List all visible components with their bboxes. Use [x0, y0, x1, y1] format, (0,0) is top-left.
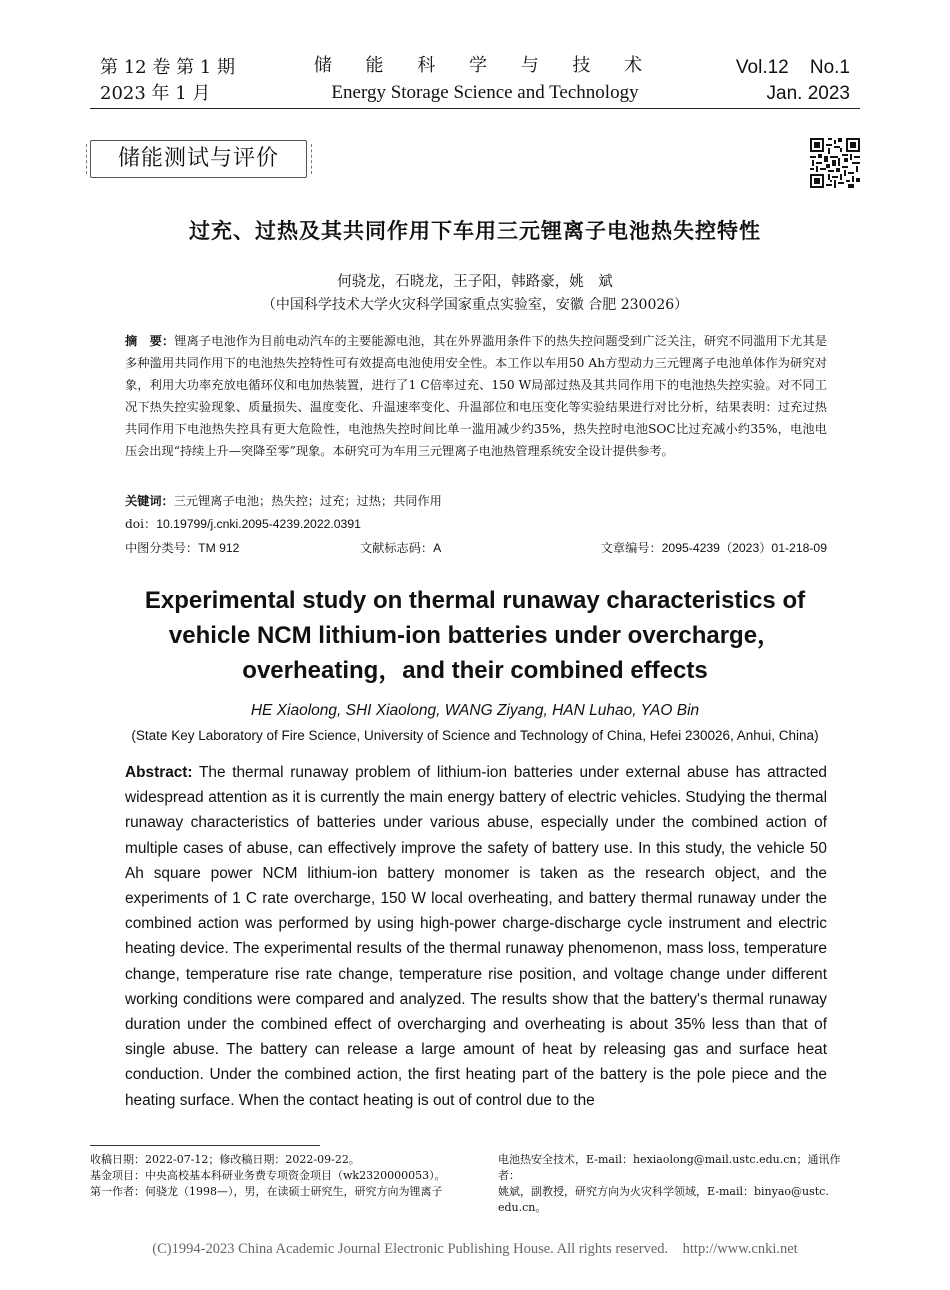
- header-issue-en: [736, 55, 850, 107]
- footnote-received: 收稿日期：2022-07-12；修改稿日期：2022-09-22。: [90, 1153, 360, 1166]
- doi-line: [125, 513, 361, 535]
- article-number-label: 文章编号：: [600, 541, 662, 555]
- paper-title-cn: 过充、过热及其共同作用下车用三元锂离子电池热失控特性: [189, 218, 761, 243]
- doi-value: 10.19799/j.cnki.2095-4239.2022.0391: [156, 517, 361, 531]
- footnote-first-author: 第一作者：何骁龙（1998—），男，在读硕士研究生，研究方向为锂离子: [90, 1185, 443, 1198]
- clc-label: 中图分类号：: [125, 541, 199, 555]
- footnote-right: [498, 1152, 860, 1216]
- paper-title-en-line-2: vehicle NCM lithium-ion batteries under overcharge，: [168, 622, 782, 649]
- article-number: [601, 537, 827, 559]
- keywords-cn-label: 关键词：: [125, 494, 174, 508]
- footnote-left: [90, 1152, 460, 1200]
- clc-value: TM 912: [198, 541, 240, 555]
- journal-name-cn: 储 能 科 学 与 技 术: [313, 55, 657, 76]
- doc-code-value: A: [433, 541, 442, 555]
- doi-label: doi：: [125, 517, 157, 531]
- column-label: 储能测试与评价: [90, 140, 307, 178]
- clc: [125, 537, 239, 559]
- keywords-cn-text: 三元锂离子电池；热失控；过充；过热；共同作用: [173, 494, 442, 508]
- affiliation-cn: （中国科学技术大学火灾科学国家重点实验室，安徽 合肥 230026）: [261, 297, 689, 313]
- authors-en: HE Xiaolong, SHI Xiaolong, WANG Ziyang, HAN Luhao, YAO Bin: [250, 702, 700, 719]
- article-number-value: 2095-4239（2023）01-218-09: [661, 541, 827, 555]
- authors-cn: 何骁龙，石晓龙，王子阳，韩路豪，姚 斌: [337, 274, 613, 290]
- header-volume-en: Vol.12 No.1: [735, 57, 850, 78]
- header-journal: [300, 53, 670, 107]
- footnote-right-line-2: 姚斌，副教授，研究方向为火灾科学领域，E-mail：binyao@ustc.: [498, 1185, 829, 1198]
- footnote-right-line-3: edu.cn。: [498, 1201, 547, 1214]
- abstract-cn-text: 锂离子电池作为目前电动汽车的主要能源电池，其在外界滥用条件下的热失控问题受到广泛关注，研究不同滥用下尤其是多种滥用共同作用下的电池热失控特性可有效提高电池使用安全性。本工作以车用50 Ah方型动力三元锂离子电池单体作为研究对象，利用大功率充放电循环仪和电加热装置，进行了1 C倍率过充、150 W局部过热及其共同作用下的电池热失控实验。对不同工况下热失控实验现象、质量损失、温度变化、升温速率变化、升温部位和电压变化等实验结果进行对比分析，结果表明：过充过热共同作用下电池热失控具有更大危险性，电池热失控时间比单一滥用减少约35%，热失控时电池SOC比过充减小约35%，电池电压会出现“持续上升—突降至零”现象。本研究可为车用三元锂离子电池热管理系统安全设计提供参考。: [125, 334, 828, 458]
- abstract-en: [125, 760, 827, 1113]
- header-volume-cn: 第 12 卷 第 1 期: [100, 57, 235, 78]
- journal-name-en: Energy Storage Science and Technology: [331, 82, 639, 103]
- header-date-en: Jan. 2023: [766, 83, 850, 104]
- abstract-en-label: Abstract:: [125, 764, 193, 781]
- header-issue-cn: [100, 55, 235, 107]
- paper-title-en: [90, 583, 860, 688]
- abstract-cn-label: 摘 要：: [125, 334, 175, 348]
- footnote-funding: 基金项目：中央高校基本科研业务费专项资金项目（wk2320000053）。: [90, 1169, 446, 1182]
- doc-code: [360, 537, 441, 559]
- header-date-cn: 2023 年 1 月: [100, 83, 211, 104]
- paper-title-en-line-3: overheating，and their combined effects: [242, 657, 708, 684]
- copyright-notice: (C)1994-2023 China Academic Journal Electronic Publishing House. All rights reserved. http://www.cnki.net: [152, 1241, 798, 1257]
- affiliation-en: (State Key Laboratory of Fire Science, University of Science and Technology of China, Hefei 230026, Anhui, China): [131, 728, 819, 743]
- header-divider: [90, 108, 860, 109]
- paper-title-en-line-1: Experimental study on thermal runaway characteristics of: [144, 587, 806, 614]
- qr-code-icon: [810, 138, 860, 188]
- footnote-divider: [90, 1145, 320, 1146]
- abstract-cn: [125, 330, 827, 462]
- keywords-cn: [125, 490, 442, 512]
- abstract-en-text: The thermal runaway problem of lithium-ion batteries under external abuse has attracted widespread attention as it is currently the main energy battery of electric vehicles. Studying the thermal runaway characteristics of batteries under various abuse, especially under the combined action of multiple cases of abuse, can effectively improve the safety of battery use. In this study, the vehicle 50 Ah square power NCM lithium-ion battery monomer is taken as the research object, and the experiments of 1 C rate overcharge, 150 W local overheating, and battery thermal runaway under the combined action was performed by using high-power charge-discharge cycle instrument and electric heating device. The experimental results of the thermal runaway phenomenon, mass loss, temperature change, temperature rise rate change, temperature rise position, and voltage change under different working conditions were compared and analyzed. The results show that the battery's thermal runaway duration under the combined effect of overcharging and overheating is about 35% less than that of single abuse. The battery can release a large amount of heat by releasing gas and surface heat conduction. Under the combined action, the first heating part of the battery is the pole piece and the heating surface. When the contact heating is out of control due to the: [125, 764, 827, 1109]
- doc-code-label: 文献标志码：: [360, 541, 434, 555]
- footnote-right-line-1: 电池热安全技术，E-mail：hexiaolong@mail.ustc.edu.cn；通讯作者：: [498, 1153, 841, 1182]
